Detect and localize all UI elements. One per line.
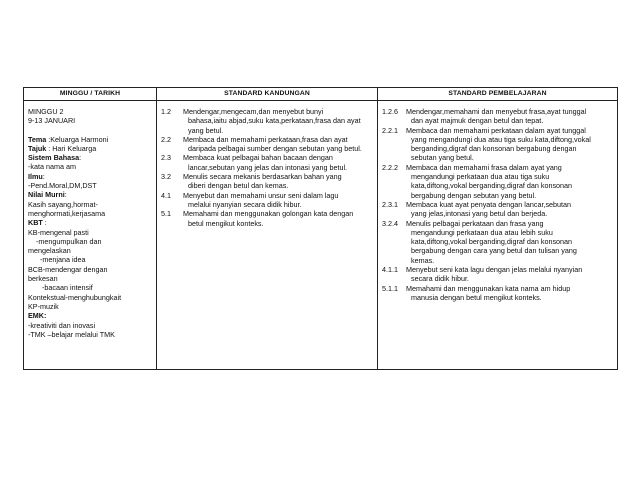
emk-line-2: -TMK –belajar melalui TMK (28, 329, 115, 339)
week-dates: 9-13 JANUARI (28, 116, 76, 126)
standard-pembelajaran-item (382, 284, 614, 303)
kb-line-4: -menjana idea (40, 255, 86, 265)
header-minggu-tarikh: MINGGU / TARIKH (24, 88, 157, 101)
bcb-line-3: -bacaan intensif (42, 283, 93, 293)
standard-kandungan-number: 4.1 (161, 190, 171, 200)
ilmu-colon: : (42, 171, 45, 181)
standard-kandungan-item (161, 191, 374, 210)
standard-pembelajaran-number: 4.1.1 (382, 265, 398, 275)
standard-kandungan-text-line: Menulis secara mekanis berdasarkan bahan yang (183, 172, 342, 182)
header-standard-pembelajaran: STANDARD PEMBELAJARAN (378, 88, 618, 101)
standard-pembelajaran-text-line: Mendengar,memahami dan menyebut frasa,ayat tunggal (406, 107, 587, 116)
standard-pembelajaran-text-line: Menyebut seni kata lagu dengan jelas melalui nyanyian (406, 265, 583, 275)
nilai-murni-line (28, 190, 153, 199)
nilai-murni-value-1: Kasih sayang,hormat- (28, 199, 98, 209)
week-label: MINGGU 2 (28, 107, 64, 116)
standard-pembelajaran-number: 2.3.1 (382, 199, 398, 209)
standard-pembelajaran-text-line: Membaca dan memahami frasa dalam ayat yang (406, 162, 562, 172)
standard-pembelajaran-text-line: sebutan yang betul. (411, 153, 474, 163)
week-info-cell (24, 101, 157, 370)
bcb-line-1: BCB-mendengar dengan (28, 264, 108, 274)
spacer (28, 126, 153, 135)
standard-pembelajaran-text-line: Membaca kuat ayat penyata dengan lancar,sebutan (406, 199, 572, 209)
standard-kandungan-list (161, 107, 374, 228)
standard-pembelajaran-text-line: kata,diftong,vokal berganding,digraf dan konsonan (411, 237, 573, 247)
standard-pembelajaran-text-line: Menulis pelbagai perkataan dan frasa yang (406, 218, 544, 228)
standard-kandungan-number: 5.1 (161, 209, 171, 219)
tema-label: Tema (28, 134, 47, 144)
standard-kandungan-text-line: melalui nyanyian secara didik hibur. (188, 199, 302, 209)
standard-kandungan-item (161, 153, 374, 172)
standard-pembelajaran-text-line: mengandungi perkataan dua atau lebih suku (411, 227, 553, 237)
standard-pembelajaran-number: 3.2.4 (382, 218, 398, 228)
standard-pembelajaran-text-line: Membaca dan memahami perkataan dalam ayat tunggal (406, 125, 586, 135)
standard-pembelajaran-text-line: berganding,digraf dan konsonan bergabung dengan (411, 144, 577, 154)
lesson-plan-table (23, 87, 618, 370)
standard-kandungan-text-line: Menyebut dan memahami unsur seni dalam lagu (183, 190, 339, 200)
nilai-murni-colon: : (64, 190, 67, 200)
standard-kandungan-item (161, 172, 374, 191)
kbt-line (28, 218, 153, 227)
tema-line (28, 135, 153, 144)
standard-pembelajaran-text-line: manusia dengan betul mengikut konteks. (411, 292, 542, 302)
tajuk-label: Tajuk (28, 143, 47, 153)
standard-pembelajaran-number: 1.2.6 (382, 107, 398, 116)
standard-kandungan-item (161, 135, 374, 154)
table-row (24, 101, 618, 370)
standard-kandungan-text-line: betul mengikut konteks. (188, 218, 264, 228)
kbt-colon: : (42, 218, 47, 228)
sistem-bahasa-label: Sistem Bahasa (28, 153, 80, 163)
standard-kandungan-number: 1.2 (161, 107, 171, 116)
standard-kandungan-text-line: Memahami dan menggunakan golongan kata dengan (183, 209, 354, 219)
standard-pembelajaran-number: 2.2.2 (382, 162, 398, 172)
header-row (24, 88, 618, 101)
ilmu-label: Ilmu (28, 171, 43, 181)
kontekstual-line: Kontekstual-menghubungkait (28, 292, 122, 302)
standard-pembelajaran-text-line: mengandungi perkataan dua atau tiga suku (411, 172, 550, 182)
sistem-bahasa-line (28, 153, 153, 162)
standard-pembelajaran-text-line: yang jelas,intonasi yang betul dan berjeda. (411, 209, 548, 219)
standard-kandungan-cell (157, 101, 378, 370)
standard-pembelajaran-text-line: bergabung dengan cara yang betul dan tulisan yang (411, 246, 577, 256)
standard-pembelajaran-list (382, 107, 614, 302)
standard-kandungan-text-line: yang betul. (188, 125, 224, 135)
kb-line-3: mengelaskan (28, 246, 71, 256)
standard-kandungan-text-line: Membaca dan memahami perkataan,frasa dan ayat (183, 134, 348, 144)
sistem-bahasa-value: -kata nama am (28, 162, 76, 172)
kb-line-2: -mengumpulkan dan (36, 236, 102, 246)
standard-pembelajaran-text-line: bergabung dengan sebutan yang betul. (411, 190, 537, 200)
emk-line-1: -kreativiti dan inovasi (28, 320, 96, 330)
standard-kandungan-text-line: Membaca kuat pelbagai bahan bacaan dengan (183, 153, 333, 163)
standard-pembelajaran-text-line: dan ayat majmuk dengan betul dan tepat. (411, 116, 544, 126)
header-standard-kandungan: STANDARD KANDUNGAN (157, 88, 378, 101)
standard-kandungan-item (161, 209, 374, 228)
standard-pembelajaran-item (382, 163, 614, 200)
standard-pembelajaran-item (382, 219, 614, 265)
standard-kandungan-text-line: lancar,sebutan yang jelas dan intonasi yang betul. (188, 162, 348, 172)
ilmu-value: -Pend.Moral,DM,DST (28, 181, 97, 191)
standard-kandungan-number: 2.2 (161, 134, 171, 144)
tajuk-line (28, 144, 153, 153)
standard-pembelajaran-text-line: kemas. (411, 255, 435, 265)
standard-pembelajaran-item (382, 126, 614, 163)
kbt-label: KBT (28, 218, 43, 228)
standard-pembelajaran-item (382, 107, 614, 126)
kb-line-1: KB-mengenal pasti (28, 227, 89, 237)
sistem-bahasa-colon: : (79, 153, 82, 163)
standard-pembelajaran-text-line: Memahami dan menggunakan kata nama am hidup (406, 283, 571, 293)
ilmu-line (28, 172, 153, 181)
standard-kandungan-number: 3.2 (161, 172, 171, 182)
standard-kandungan-text-line: Mendengar,mengecam,dan menyebut bunyi (183, 107, 324, 116)
bcb-line-2: berkesan (28, 274, 58, 284)
tajuk-value: : Hari Keluarga (48, 143, 97, 153)
nilai-murni-value-2: menghormati,kerjasama (28, 208, 106, 218)
kp-line: KP-muzik (28, 301, 59, 311)
standard-pembelajaran-number: 5.1.1 (382, 283, 398, 293)
standard-pembelajaran-item (382, 265, 614, 284)
standard-pembelajaran-item (382, 200, 614, 219)
standard-kandungan-number: 2.3 (161, 153, 171, 163)
standard-kandungan-item (161, 107, 374, 135)
standard-pembelajaran-number: 2.2.1 (382, 125, 398, 135)
standard-pembelajaran-cell (378, 101, 618, 370)
standard-pembelajaran-text-line: secara didik hibur. (411, 274, 469, 284)
tema-value: :Keluarga Harmoni (48, 134, 109, 144)
standard-pembelajaran-text-line: kata,diftong,vokal berganding,digraf dan konsonan (411, 181, 573, 191)
standard-pembelajaran-text-line: yang mengandungi dua atau tiga suku kata,diftong,vokal (411, 134, 591, 144)
standard-kandungan-text-line: diberi dengan betul dan kemas. (188, 181, 289, 191)
standard-kandungan-text-line: bahasa,iaitu abjad,suku kata,perkataan,frasa dan ayat (188, 116, 361, 126)
nilai-murni-label: Nilai Murni (28, 190, 65, 200)
standard-kandungan-text-line: daripada pelbagai sumber dengan sebutan yang betul. (188, 144, 362, 154)
emk-label: EMK: (28, 311, 47, 321)
